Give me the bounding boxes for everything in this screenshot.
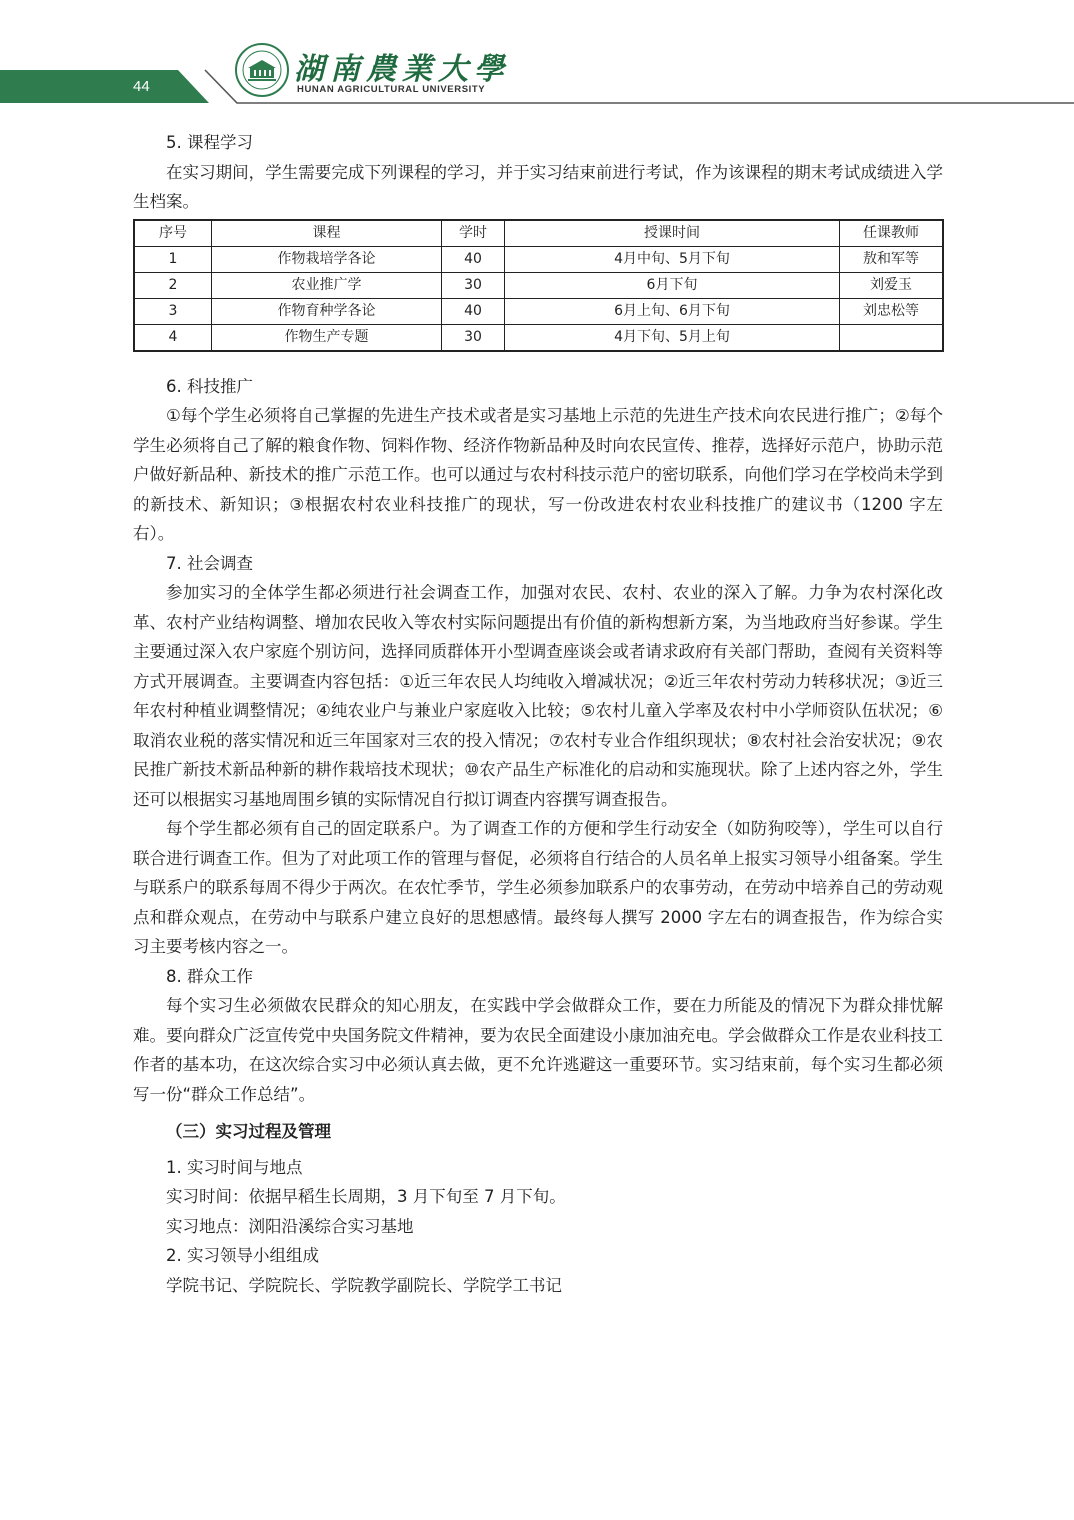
table-cell: 敖和军等 <box>840 246 944 272</box>
table-cell: 农业推广学 <box>212 272 442 298</box>
paragraph: 每个实习生必须做农民群众的知心朋友，在实践中学会做群众工作，要在力所能及的情况下为群众排忧解难。要向群众广泛宣传党中央国务院文件精神，要为农民全面建设小康加油充电。学会做群众工作是农业科技工作者的基本功，在这次综合实习中必须认真去做，更不允许逃避这一重要环节。实习结束前，每个实习生都必须写一份“群众工作总结”。 <box>133 996 943 1104</box>
table-cell: 3 <box>134 298 212 324</box>
table-cell: 1 <box>134 246 212 272</box>
column-header: 课程 <box>212 220 442 247</box>
column-header: 学时 <box>442 220 505 247</box>
page-number: 44 <box>133 78 150 95</box>
table-cell: 30 <box>442 272 505 298</box>
university-name-cn: 湖南農業大學 <box>294 52 510 87</box>
table-cell: 4月中旬、5月下旬 <box>505 246 840 272</box>
table-row <box>134 246 943 272</box>
table-cell: 40 <box>442 246 505 272</box>
part-heading: （三）实习过程及管理 <box>166 1122 331 1141</box>
column-header: 序号 <box>134 220 212 247</box>
paragraph: 每个学生都必须有自己的固定联系户。为了调查工作的方便和学生行动安全（如防狗咬等），学生可以自行联合进行调查工作。但为了对此项工作的管理与督促，必须将自行结合的人员名单上报实习领导小组备案。学生与联系户的联系每周不得少于两次。在农忙季节，学生必须参加联系户的农事劳动，在劳动中培养自己的劳动观点和群众观点，在劳动中与联系户建立良好的思想感情。最终每人撰写 2000 字左右的调查报告，作为综合实习主要考核内容之一。 <box>133 819 943 956</box>
university-seal-icon <box>234 42 290 98</box>
column-header: 授课时间 <box>505 220 840 247</box>
table-cell: 2 <box>134 272 212 298</box>
table-cell: 刘爱玉 <box>840 272 944 298</box>
table-cell: 作物育种学各论 <box>212 298 442 324</box>
paragraph: 在实习期间，学生需要完成下列课程的学习，并于实习结束前进行考试，作为该课程的期末考试成绩进入学生档案。 <box>133 162 943 211</box>
text-line: 实习地点：浏阳沿溪综合实习基地 <box>166 1216 414 1236</box>
table-cell: 6月上旬、6月下旬 <box>505 298 840 324</box>
table-cell <box>840 324 944 351</box>
table-row <box>134 272 943 298</box>
table-cell: 刘忠松等 <box>840 298 944 324</box>
course-table <box>133 219 944 352</box>
table-cell: 6月下旬 <box>505 272 840 298</box>
table-cell: 4 <box>134 324 212 351</box>
table-row <box>134 298 943 324</box>
section-heading: 2. 实习领导小组组成 <box>166 1246 319 1265</box>
text-line: 学院书记、学院院长、学院教学副院长、学院学工书记 <box>166 1275 562 1295</box>
university-name-en: HUNAN AGRICULTURAL UNIVERSITY <box>297 84 486 95</box>
column-header: 任课教师 <box>840 220 944 247</box>
paragraph: ①每个学生必须将自己掌握的先进生产技术或者是实习基地上示范的先进生产技术向农民进行推广；②每个学生必须将自己了解的粮食作物、饲料作物、经济作物新品种及时向农民宣传、推荐，选择好示范户，协助示范户做好新品种、新技术的推广示范工作。也可以通过与农村科技示范户的密切联系，向他们学习在学校尚未学到的新技术、新知识；③根据农村农业科技推广的现状，写一份改进农村农业科技推广的建议书（1200 字左右）。 <box>133 406 943 543</box>
table-cell: 4月下旬、5月上旬 <box>505 324 840 351</box>
table-header-row <box>134 220 943 247</box>
table-cell: 作物栽培学各论 <box>212 246 442 272</box>
section-heading: 7. 社会调查 <box>166 553 253 573</box>
section-heading: 6. 科技推广 <box>166 376 253 396</box>
table-cell: 40 <box>442 298 505 324</box>
text-line: 实习时间：依据早稻生长周期，3 月下旬至 7 月下旬。 <box>166 1187 566 1206</box>
document-body <box>133 128 943 1300</box>
section-heading: 1. 实习时间与地点 <box>166 1157 303 1177</box>
table-row <box>134 324 943 351</box>
section-heading: 8. 群众工作 <box>166 966 253 986</box>
paragraph: 参加实习的全体学生都必须进行社会调查工作，加强对农民、农村、农业的深入了解。力争为农村深化改革、农村产业结构调整、增加农民收入等农村实际问题提出有价值的新构想新方案，为当地政府当好参谋。学生主要通过深入农户家庭个别访问，选择同质群体开小型调查座谈会或者请求政府有关部门帮助，查阅有关资料等方式开展调查。主要调查内容包括：①近三年农民人均纯收入增减状况；②近三年农村劳动力转移状况；③近三年农村种植业调整情况；④纯农业户与兼业户家庭收入比较；⑤农村儿童入学率及农村中小学师资队伍状况；⑥取消农业税的落实情况和近三年国家对三农的投入情况；⑦农村专业合作组织现状；⑧农村社会治安状况；⑨农民推广新技术新品种新的耕作栽培技术现状；⑩农产品生产标准化的启动和实施现状。除了上述内容之外，学生还可以根据实习基地周围乡镇的实际情况自行拟订调查内容撰写调查报告。 <box>133 583 943 809</box>
table-cell: 30 <box>442 324 505 351</box>
table-cell: 作物生产专题 <box>212 324 442 351</box>
section-heading: 5. 课程学习 <box>166 133 253 152</box>
